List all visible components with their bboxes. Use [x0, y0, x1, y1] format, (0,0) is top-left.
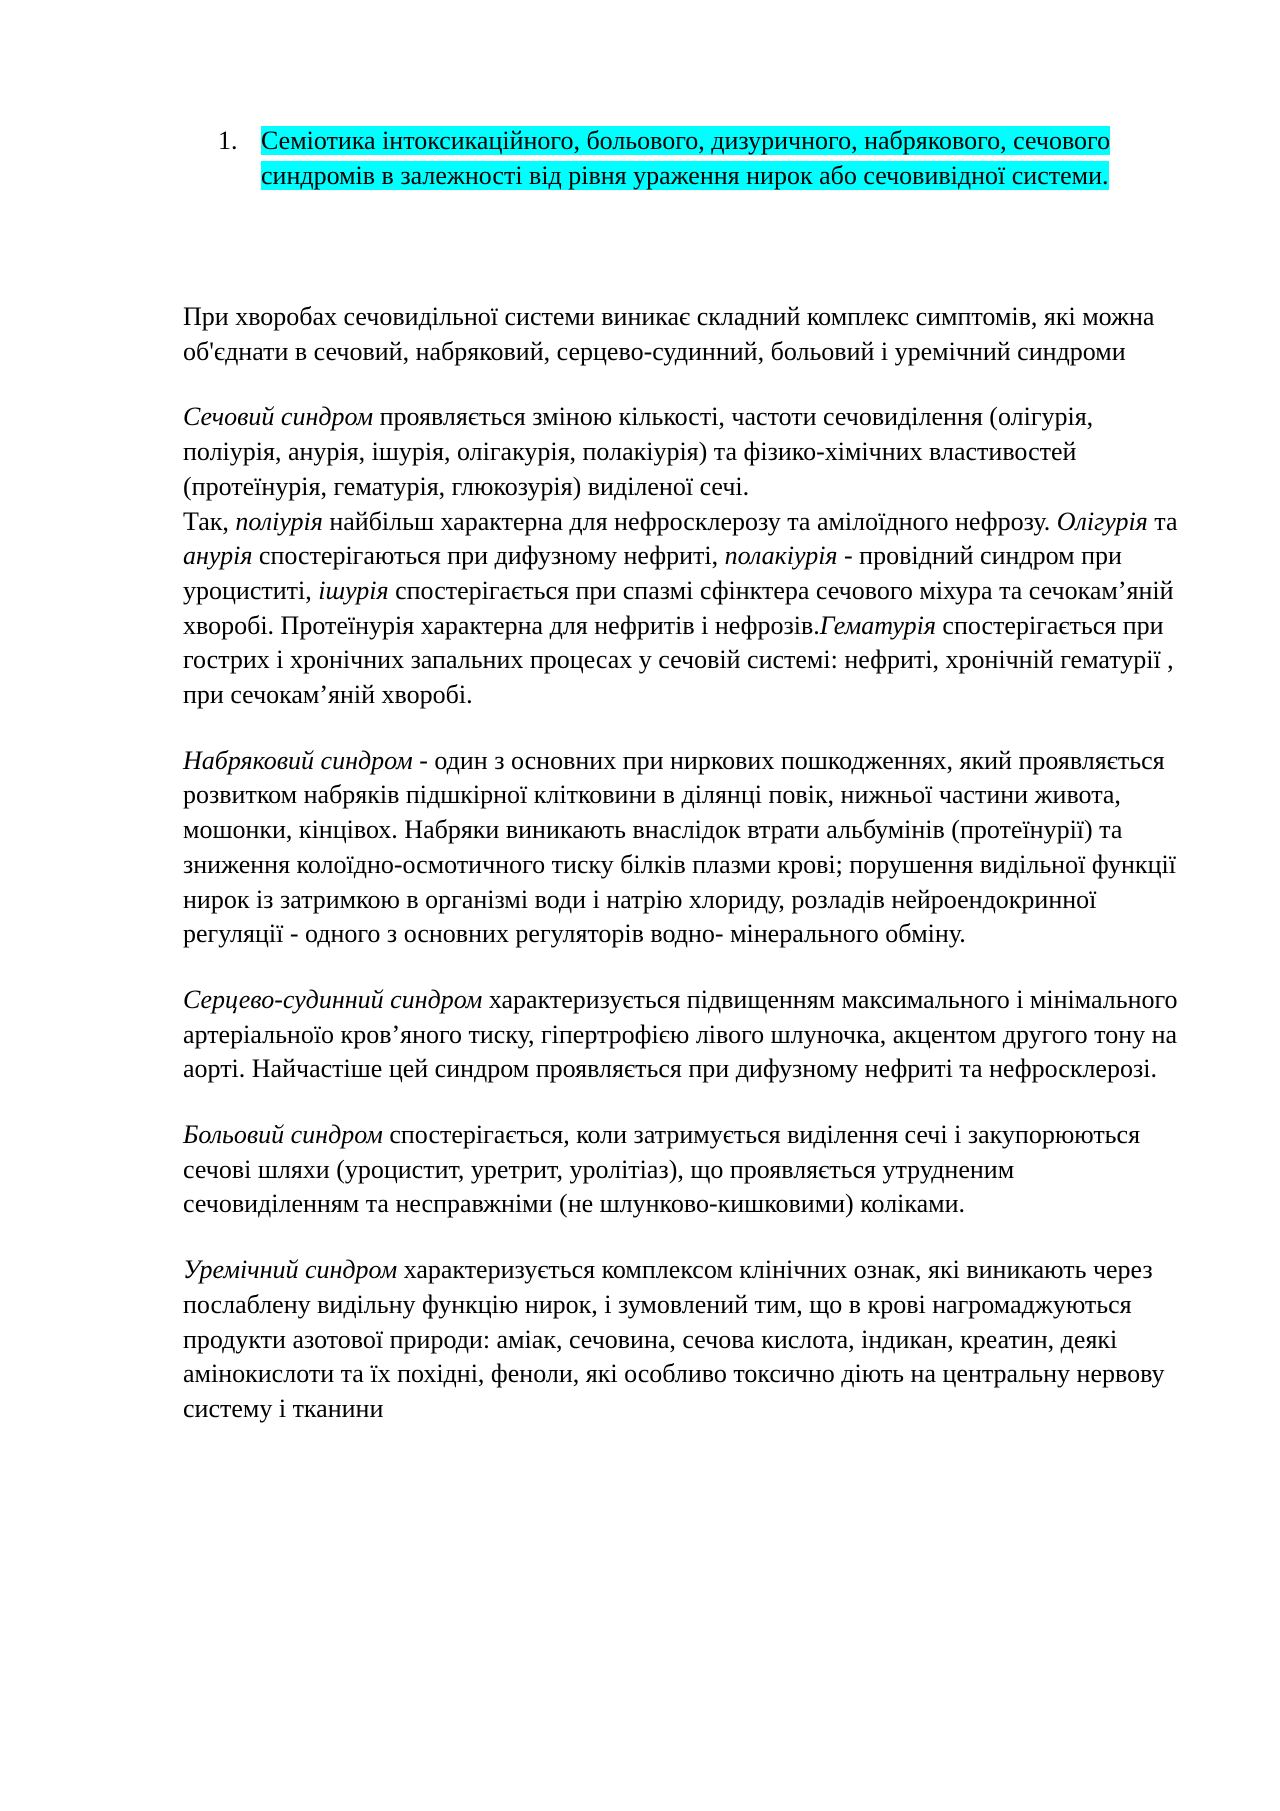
- urinary-syndrome-term: Сечовий синдром: [183, 402, 374, 432]
- heading-number: 1.: [218, 126, 238, 155]
- uremic-text: характеризується комплексом клінічних ознак, які виникають через послаблену видільну функцію нирок, і зумовлений тим, що в крові нагромаджуються продукти азотової природи: аміак, сечовина, сечова кислота, індикан, креатин, деякі амінокислоти та їх похідні, феноли, які особливо токсично діють на центральну нервову систему і тканини: [183, 1255, 1165, 1423]
- oliguria-term: Олігурія: [1056, 506, 1148, 536]
- urinary-text-2d: спостерігаються при дифузному нефриті,: [252, 541, 725, 571]
- cardio-syndrome-paragraph: [183, 983, 1193, 1087]
- urinary-text-2c: та: [1147, 506, 1178, 536]
- polyuria-term: поліурія: [235, 506, 323, 536]
- urinary-text-2b: найбільш характерна для нефросклерозу та амілоїдного нефрозу.: [322, 506, 1057, 536]
- urinary-text-2e: - провідний синдром при уроциститі,: [183, 541, 1122, 605]
- urinary-sentence-2: [183, 505, 1193, 713]
- edema-text-line: [183, 744, 1193, 952]
- anuria-term: анурія: [183, 541, 253, 571]
- urinary-text-1: проявляється зміною кількості, частоти сечовиділення (олігурія, поліурія, анурія, ішурія, олігакурія, полакіурія) та фізико-хімічних властивостей (протеїнурія, гематурія, глюкозурія) виділеної сечі.: [183, 402, 1094, 501]
- pain-text: спостерігається, коли затримується виділення сечі і закупорюються сечові шляхи (уроцистит, уретрит, уролітіаз), що проявляється утрудненим сечовиділенням та несправжніми (не шлунково-кишковими) коліками.: [183, 1120, 1141, 1219]
- cardio-syndrome-term: Серцево-судинний синдром: [183, 984, 483, 1014]
- hematuria-term: Гематурія: [819, 610, 936, 640]
- urinary-text-2a: Так,: [183, 506, 236, 536]
- ischuria-term: ішурія: [318, 575, 389, 605]
- pollakiuria-term: полакіурія: [724, 541, 838, 571]
- cardio-text: характеризується підвищенням максимального і мінімального артеріальноїо кров’яного тиску, гіпертрофією лівого шлуночка, акцентом другого тону на аорті. Найчастіше цей синдром проявляється при дифузному нефриті та нефросклерозі.: [183, 984, 1178, 1084]
- pain-syndrome-paragraph: [183, 1118, 1193, 1222]
- urinary-text-2f: спостерігається при спазмі сфінктера сечового міхура та сечокам’яній хворобі. Протеїнурія характерна для нефритів і нефрозів.: [183, 575, 1174, 640]
- uremic-syndrome-paragraph: [183, 1253, 1193, 1427]
- pain-syndrome-term: Больовий синдром: [183, 1120, 383, 1150]
- heading-item: [218, 123, 1158, 193]
- intro-text: При хворобах сечовидільної системи виникає складний комплекс симптомів, які можна об'єднати в сечовий, набряковий, серцево-судинний, больовий і уремічний синдроми: [183, 302, 1155, 366]
- urinary-sentence-1: [183, 400, 1193, 504]
- uremic-syndrome-term: Уремічний синдром: [183, 1255, 398, 1285]
- edema-text: - один з основних при ниркових пошкодженнях, який проявляється розвитком набряків підшкірної клітковини в ділянці повік, нижньої частини живота, мошонки, кінцівох. Набряки виникають внаслідок втрати альбумінів (протеїнурії) та зниження колоїдно-осмотичного тиску білків плазми крові; порушення видільної функції нирок із затримкою в організмі води і натрію хлориду, розладів нейроендокринної регуляції - одного з основних регуляторів водно- мінерального обміну.: [183, 745, 1176, 949]
- intro-paragraph: [183, 300, 1193, 369]
- document-body: [183, 300, 1193, 1458]
- uremic-text-line: [183, 1253, 1193, 1427]
- edema-syndrome-term: Набряковий синдром: [183, 745, 413, 775]
- numbered-heading-list: [218, 123, 1158, 193]
- cardio-text-line: [183, 983, 1193, 1087]
- edema-syndrome-paragraph: [183, 744, 1193, 952]
- highlighted-heading-text: Семіотика інтоксикаційного, больового, дизуричного, набрякового, сечового синдромів в залежності від рівня ураження нирок або сечовивідної системи.: [261, 126, 1111, 190]
- pain-text-line: [183, 1118, 1193, 1222]
- urinary-text-2g: спостерігається при гострих і хронічних запальних процесах у сечовій системі: нефриті, хронічній гематурії , при сечокам’яній хворобі.: [183, 610, 1174, 710]
- urinary-syndrome-paragraph: [183, 400, 1193, 712]
